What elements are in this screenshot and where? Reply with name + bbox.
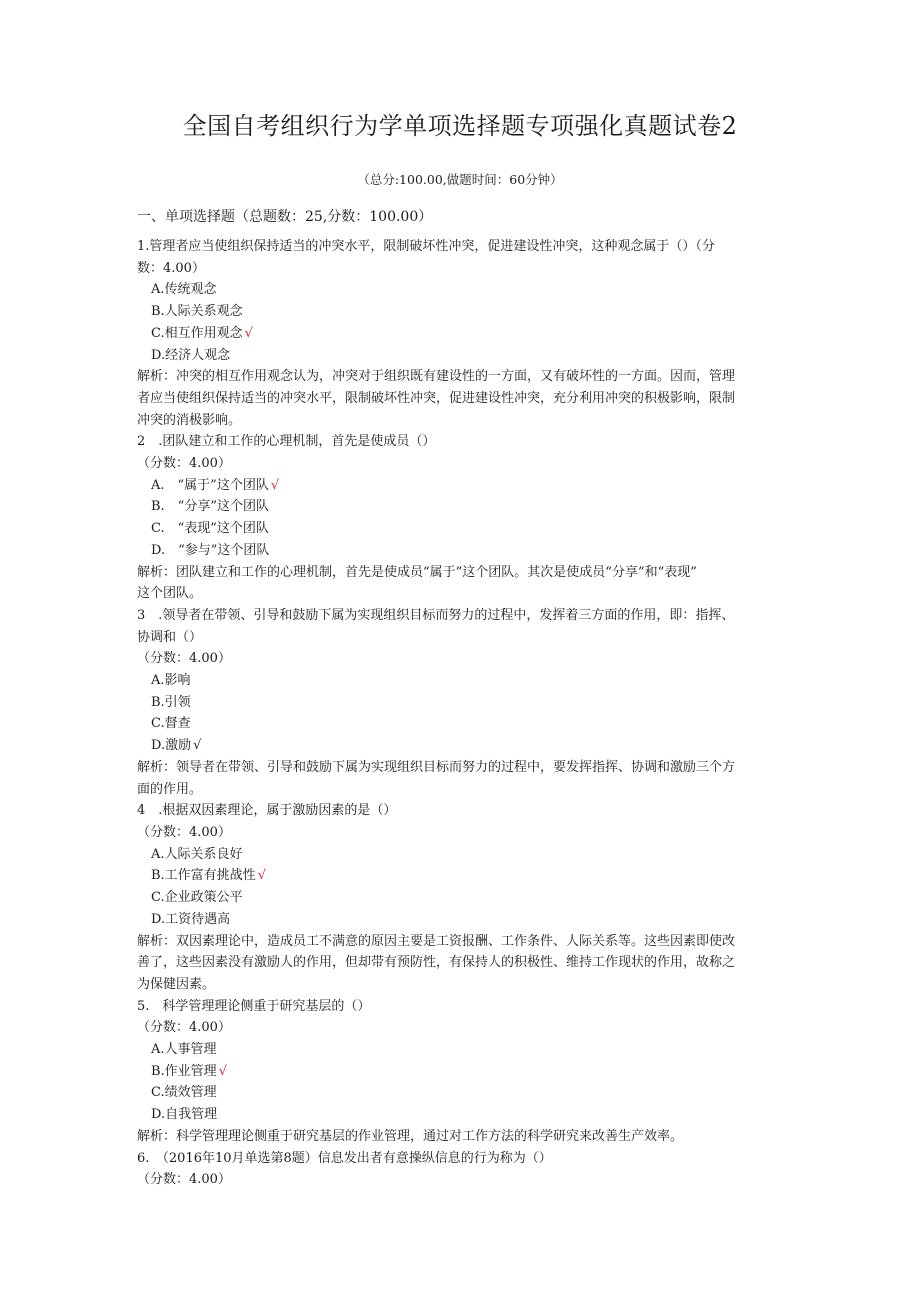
analysis: 面的作用。	[137, 781, 203, 797]
question-stem: 2 .团队建立和工作的心理机制，首先是使成员（）	[137, 434, 436, 450]
question-score: （分数：4.00）	[137, 456, 231, 472]
option-c	[137, 323, 782, 345]
analysis: 冲突的消极影响。	[137, 412, 242, 428]
option-text: A. “属于”这个团队	[151, 477, 269, 493]
option-d: D. “参与”这个团队	[151, 542, 270, 558]
page-title: 全国自考组织行为学单项选择题专项强化真题试卷2	[182, 112, 738, 140]
analysis: 善了，这些因素没有激励人的作用，但却带有预防性，有保持人的积极性、维持工作现状的作用，故称之	[137, 955, 736, 971]
option-a	[137, 475, 782, 497]
option-b: B. “分享”这个团队	[151, 499, 269, 515]
question-stem: 1.管理者应当使组织保持适当的冲突水平，限制破坏性冲突，促进建设性冲突，这种观念属于（）（分	[137, 239, 715, 254]
analysis: 者应当使组织保持适当的冲突水平，限制破坏性冲突，促进建设性冲突，充分利用冲突的积极影响，限制	[137, 390, 736, 406]
option-d: D.自我管理	[151, 1107, 218, 1123]
correct-answer-check-icon: √	[270, 477, 280, 493]
option-c: C.企业政策公平	[151, 890, 243, 906]
question-stem: 3 .领导者在带领、引导和鼓励下属为实现组织目标而努力的过程中，发挥着三方面的作用，即：指挥、	[137, 607, 735, 623]
option-a: A.人事管理	[151, 1042, 217, 1058]
option-d: D.经济人观念	[151, 347, 231, 363]
option-d: D.工资待遇高	[151, 911, 231, 927]
option-a: A.影响	[151, 673, 191, 689]
option-c: C.督查	[151, 716, 191, 732]
option-text: B.作业管理	[151, 1063, 217, 1079]
option-a: A.人际关系良好	[151, 846, 243, 862]
question-score: （分数：4.00）	[137, 824, 231, 840]
analysis: 解析：双因素理论中，造成员工不满意的原因主要是工资报酬、工作条件、人际关系等。这些因素即使改	[137, 933, 736, 949]
question-stem: 协调和（）	[137, 629, 203, 645]
question-stem: 数：4.00）	[137, 260, 205, 276]
question-score: （分数：4.00）	[137, 1020, 231, 1036]
question-1	[137, 236, 782, 431]
option-c: C.绩效管理	[151, 1085, 217, 1101]
option-a: A.传统观念	[151, 282, 217, 298]
analysis: 解析：领导者在带领、引导和鼓励下属为实现组织目标而努力的过程中，要发挥指挥、协调和激励三个方	[137, 759, 736, 775]
question-5	[137, 996, 782, 1148]
option-text: C.相互作用观念	[151, 325, 243, 341]
option-b: B.引领	[151, 694, 191, 710]
exam-content	[137, 206, 782, 1191]
option-text: B.工作富有挑战性	[151, 868, 256, 884]
correct-answer-check-icon: √	[244, 325, 253, 341]
question-6	[137, 1148, 782, 1191]
analysis: 解析：团队建立和工作的心理机制，首先是使成员“属于”这个团队。其次是使成员“分享”和“表现”	[137, 564, 697, 580]
correct-answer-check-icon: √	[218, 1063, 227, 1079]
option-b	[137, 865, 782, 887]
analysis: 解析：科学管理理论侧重于研究基层的作业管理，通过对工作方法的科学研究来改善生产效率。	[137, 1128, 684, 1144]
question-stem: 5. 科学管理理论侧重于研究基层的（）	[137, 998, 371, 1014]
analysis: 为保健因素。	[137, 976, 216, 992]
exam-meta: （总分:100.00,做题时间：60分钟）	[357, 172, 563, 187]
option-b: B.人际关系观念	[151, 304, 243, 320]
question-3	[137, 605, 782, 800]
question-4	[137, 800, 782, 995]
option-text: D.激励	[151, 738, 192, 754]
analysis: 解析：冲突的相互作用观念认为，冲突对于组织既有建设性的一方面，又有破坏性的一方面。因而，管理	[137, 369, 736, 385]
analysis: 这个团队。	[137, 586, 203, 602]
correct-answer-check-icon: √	[193, 738, 202, 754]
section-heading: 一、单项选择题（总题数：25,分数：100.00）	[137, 209, 433, 225]
option-d	[137, 735, 782, 757]
correct-answer-check-icon: √	[257, 868, 266, 884]
question-2	[137, 431, 782, 605]
option-b	[137, 1061, 782, 1083]
option-c: C. “表现”这个团队	[151, 521, 269, 537]
question-stem: 6. （2016年10月单选第8题）信息发出者有意操纵信息的行为称为（）	[137, 1150, 552, 1166]
question-stem: 4 .根据双因素理论，属于激励因素的是（）	[137, 803, 397, 819]
question-score: （分数：4.00）	[137, 651, 231, 667]
question-score: （分数：4.00）	[137, 1172, 231, 1188]
